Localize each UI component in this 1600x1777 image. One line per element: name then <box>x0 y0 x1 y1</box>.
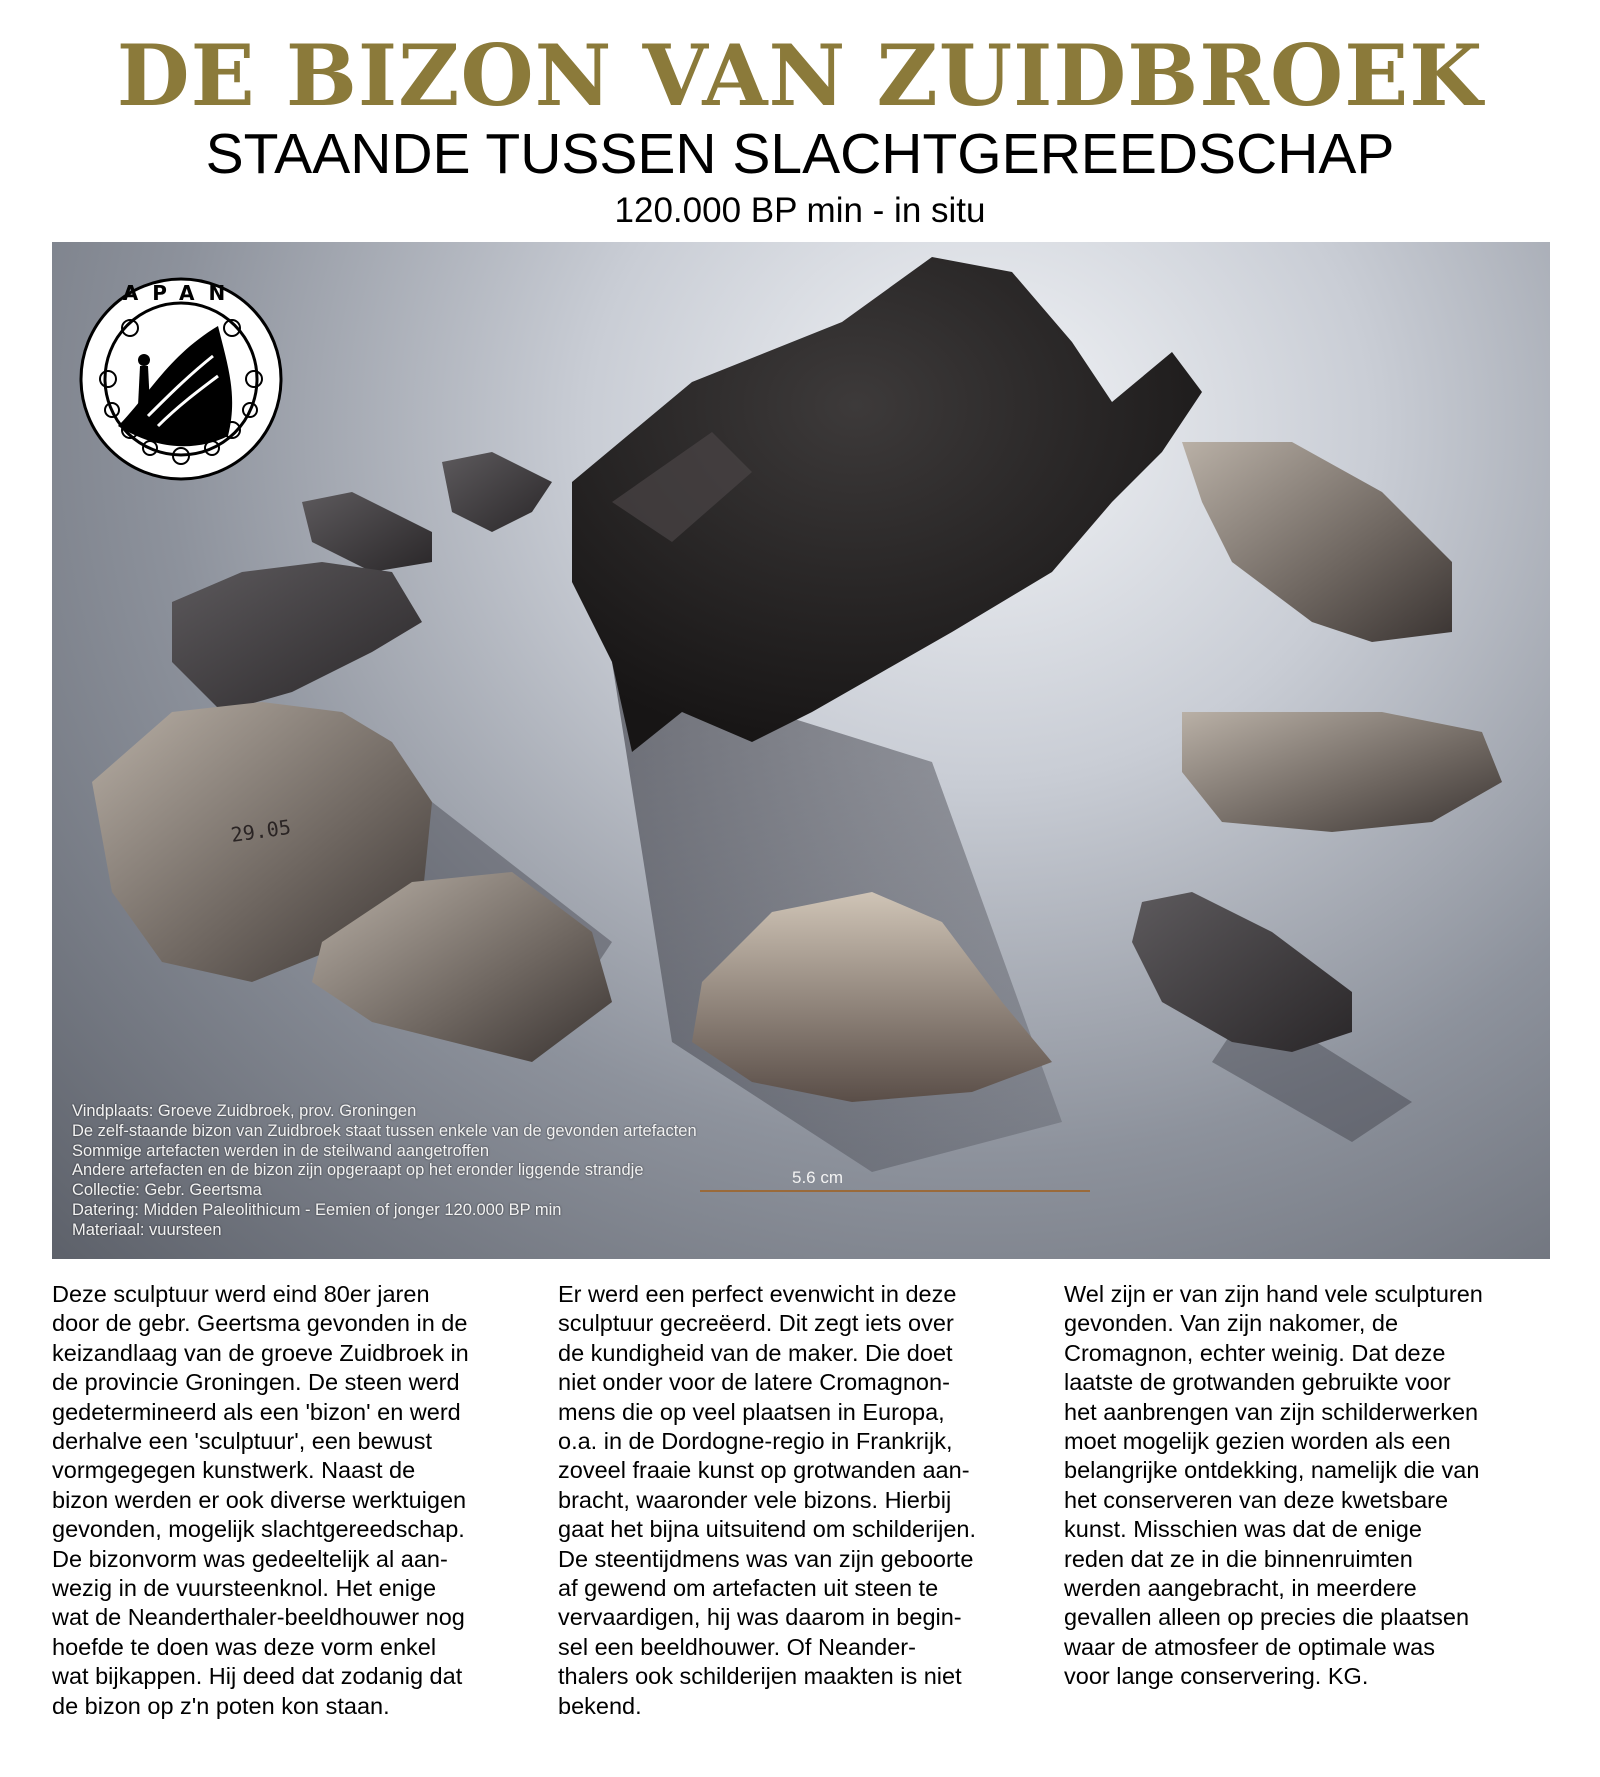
text-line: de kundigheid van de maker. Die doet <box>558 1339 953 1366</box>
caption-line: Materiaal: vuursteen <box>72 1220 222 1239</box>
text-line: voor lange conservering. KG. <box>1064 1663 1369 1690</box>
apan-logo <box>78 276 284 482</box>
text-line: wat bijkappen. Hij deed dat zodanig dat <box>52 1663 463 1690</box>
text-line: belangrijke ontdekking, namelijk die van <box>1064 1457 1480 1484</box>
caption-line: Vindplaats: Groeve Zuidbroek, prov. Groningen <box>72 1102 417 1120</box>
text-line: Cromagnon, echter weinig. Dat deze <box>1064 1339 1446 1366</box>
text-line: moet mogelijk gezien worden als een <box>1064 1428 1451 1455</box>
text-column-1 <box>52 1280 532 1721</box>
text-line: de provincie Groningen. De steen werd <box>52 1369 460 1396</box>
caption-line: De zelf-staande bizon van Zuidbroek staat tussen enkele van de gevonden artefacten <box>72 1121 697 1140</box>
scale-bar <box>700 1190 1090 1192</box>
text-line: sel een beeldhouwer. Of Neander- <box>558 1633 916 1660</box>
text-line: o.a. in de Dordogne-regio in Frankrijk, <box>558 1428 953 1455</box>
text-line: niet onder voor de latere Cromagnon- <box>558 1369 950 1396</box>
artifact-photo <box>52 242 1550 1259</box>
text-line: bizon werden er ook diverse werktuigen <box>52 1486 467 1513</box>
text-line: vormgegegen kunstwerk. Naast de <box>52 1457 416 1484</box>
text-line: gevonden, mogelijk slachtgereedschap. <box>52 1516 465 1543</box>
flake-right-middle <box>1182 712 1502 832</box>
text-line: reden dat ze in die binnenruimten <box>1064 1545 1413 1572</box>
dating-line: 120.000 BP min - in situ <box>614 191 986 230</box>
text-line: laatste de grotwanden gebruikte voor <box>1064 1369 1451 1396</box>
text-line: zoveel fraaie kunst op grotwanden aan- <box>558 1457 970 1484</box>
photo-caption <box>72 1102 872 1241</box>
text-line: thalers ook schilderijen maakten is niet <box>558 1663 962 1690</box>
text-line: gaat het bijna uitsuitend om schilderijen. <box>558 1516 977 1543</box>
flake-right-bottom <box>1132 892 1352 1052</box>
flake-left-upper <box>172 562 422 712</box>
text-line: wezig in de vuursteenknol. Het enige <box>52 1575 437 1602</box>
caption-line: Andere artefacten en de bizon zijn opgeraapt op het eronder liggende strandje <box>72 1161 644 1180</box>
logo-text: APAN <box>122 281 240 305</box>
text-line: gedetermineerd als een 'bizon' en werd <box>52 1398 461 1425</box>
text-line: De bizonvorm was gedeeltelijk al aan- <box>52 1545 448 1572</box>
page-subtitle: STAANDE TUSSEN SLACHTGEREEDSCHAP <box>205 122 1395 186</box>
text-line: Wel zijn er van zijn hand vele sculpturen <box>1064 1281 1483 1307</box>
text-line: keizandlaag van de groeve Zuidbroek in <box>52 1339 469 1366</box>
text-column-3 <box>1064 1280 1544 1692</box>
text-line: waar de atmosfeer de optimale was <box>1064 1633 1435 1660</box>
text-line: wat de Neanderthaler-beeldhouwer nog <box>52 1604 465 1631</box>
text-line: het aanbrengen van zijn schilderwerken <box>1064 1398 1479 1425</box>
text-line: gevallen alleen op precies die plaatsen <box>1064 1604 1470 1631</box>
text-line: kunst. Misschien was dat de enige <box>1064 1516 1422 1543</box>
text-line: Deze sculptuur werd eind 80er jaren <box>52 1281 430 1307</box>
caption-line: Sommige artefacten werden in de steilwand aangetroffen <box>72 1141 490 1160</box>
scale-label: 5.6 cm <box>792 1168 844 1187</box>
flake-right-top <box>1182 442 1452 642</box>
text-line: af gewend om artefacten uit steen te <box>558 1575 939 1602</box>
text-line: bracht, waaronder vele bizons. Hierbij <box>558 1486 952 1513</box>
text-line: de bizon op z'n poten kon staan. <box>52 1692 390 1719</box>
text-line: Er werd een perfect evenwicht in deze <box>558 1281 957 1307</box>
text-line: het conserveren van deze kwetsbare <box>1064 1486 1449 1513</box>
text-line: derhalve een 'sculptuur', een bewust <box>52 1428 432 1455</box>
text-line: hoefde te doen was deze vorm enkel <box>52 1633 437 1660</box>
page-title: DE BIZON VAN ZUIDBROEK <box>116 26 1484 125</box>
artifact-marking: 29.05 <box>229 814 293 847</box>
text-line: door de gebr. Geertsma gevonden in de <box>52 1310 468 1337</box>
caption-line: Collectie: Gebr. Geertsma <box>72 1181 262 1200</box>
text-line: gevonden. Van zijn nakomer, de <box>1064 1310 1399 1337</box>
text-line: mens die op veel plaatsen in Europa, <box>558 1398 945 1425</box>
text-line: vervaardigen, hij was daarom in begin- <box>558 1604 962 1631</box>
caption-line: Datering: Midden Paleolithicum - Eemien of jonger 120.000 BP min <box>72 1200 562 1219</box>
text-line: werden aangebracht, in meerdere <box>1064 1575 1417 1602</box>
text-line: bekend. <box>558 1692 642 1719</box>
text-line: De steentijdmens was van zijn geboorte <box>558 1545 974 1572</box>
flake-small-left <box>302 492 432 572</box>
flake-small-top <box>442 452 552 532</box>
text-line: sculptuur gecreëerd. Dit zegt iets over <box>558 1310 954 1337</box>
text-column-2 <box>558 1280 1038 1721</box>
